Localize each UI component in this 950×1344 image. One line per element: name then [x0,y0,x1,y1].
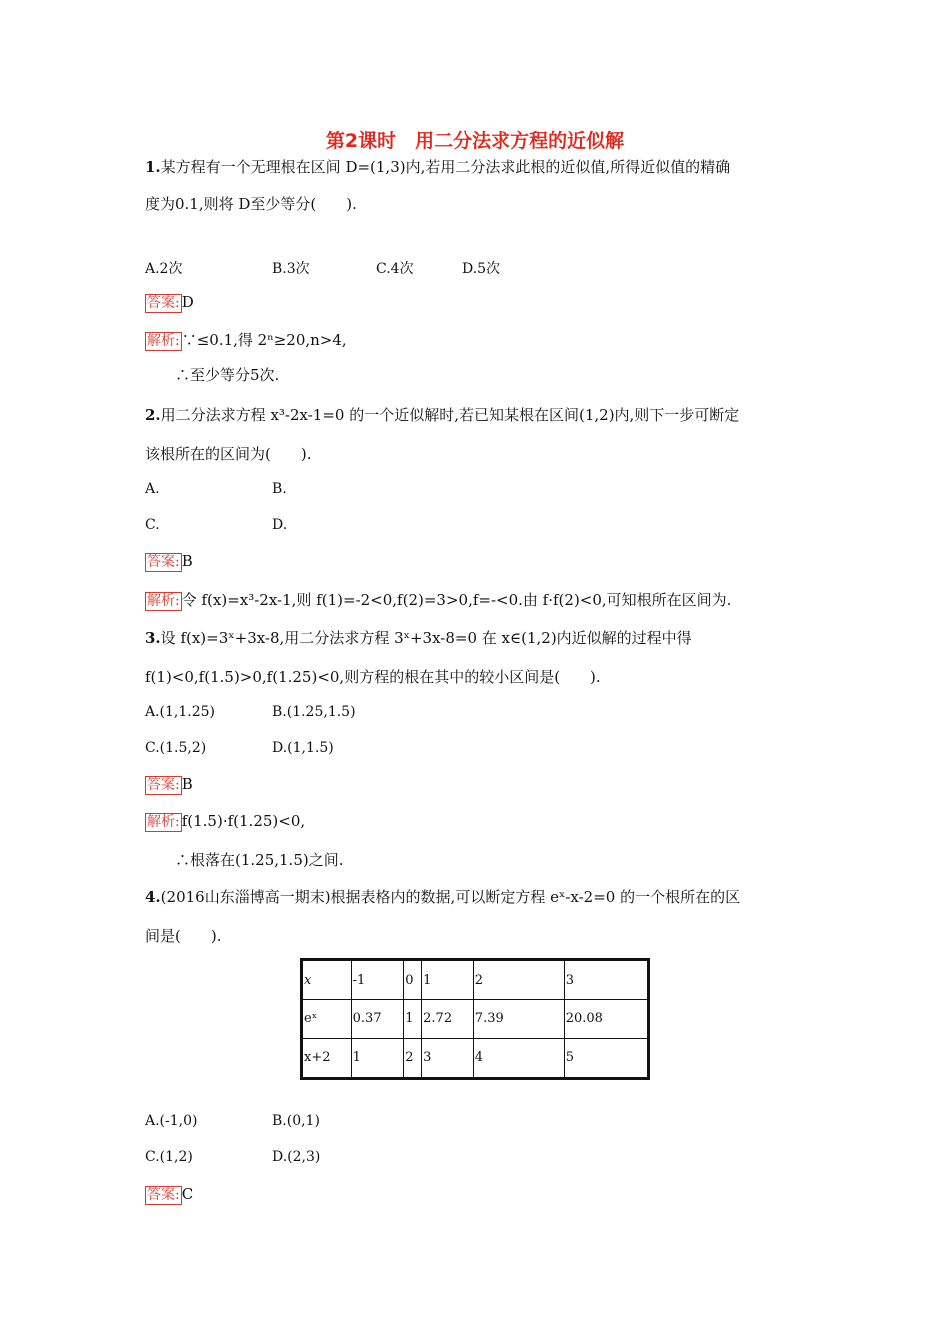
q3-option-d: D.(1,1.5) [272,740,334,756]
question-2-text: 用二分法求方程 x³-2x-1=0 的一个近似解时,若已知某根在区间(1,2)内,则下一步可断定 [160,406,740,424]
question-3-line2: f(1)<0,f(1.5)>0,f(1.25)<0,则方程的根在其中的较小区间是( ). [145,668,601,686]
q3-option-a: A.(1,1.25) [145,704,216,720]
table-cell: -1 [351,960,404,1000]
q4-option-a: A.(-1,0) [145,1113,198,1129]
q3-option-c: C.(1.5,2) [145,740,207,756]
q4-option-b: B.(0,1) [272,1113,320,1129]
table-cell: x+2 [302,1038,352,1078]
table-cell: x [302,960,352,1000]
question-1-line2: 度为0.1,则将 D至少等分( ). [145,195,357,213]
q4-option-d: D.(2,3) [272,1149,321,1165]
table-cell: 1 [422,960,474,1000]
q1-option-a: A.2次 [145,261,183,277]
q1-option-b: B.3次 [272,261,310,277]
answer-tag: 答案: [147,295,180,311]
q2-option-a: A. [145,481,160,497]
table-cell: 2 [404,1038,422,1078]
q3-analysis-line2: ∴根落在(1.25,1.5)之间. [175,851,344,869]
table-cell: 4 [473,1038,564,1078]
question-1-line1 [145,156,730,177]
q4-option-c: C.(1,2) [145,1149,193,1165]
q3-option-b: B.(1.25,1.5) [272,704,356,720]
table-cell: 2.72 [422,1000,474,1038]
question-3-number: 3. [145,629,161,647]
analysis-tag: 解析: [147,333,180,349]
q1-answer [145,293,194,313]
question-1-text: 某方程有一个无理根在区间 D=(1,3)内,若用二分法求此根的近似值,所得近似值的精确 [160,158,731,176]
table-cell: 3 [422,1038,474,1078]
answer-tag: 答案: [147,777,180,793]
q2-analysis-line1: 令 f(x)=x³-2x-1,则 f(1)=-2<0,f(2)=3>0,f=-<0.由 f·f(2)<0,可知根所在区间为. [181,591,732,609]
question-3-text: 设 f(x)=3ˣ+3x-8,用二分法求方程 3ˣ+3x-8=0 在 x∈(1,2)内近似解的过程中得 [160,629,692,647]
q1-analysis-line1: ∵≤0.1,得 2ⁿ≥20,n>4, [181,331,347,349]
question-2-line2: 该根所在的区间为( ). [145,445,312,463]
table-cell: 2 [473,960,564,1000]
table-cell: 3 [564,960,648,1000]
table-cell: 20.08 [564,1000,648,1038]
question-3-line1 [145,627,692,648]
q4-answer [145,1185,193,1205]
question-4-text: (2016山东淄博高一期末)根据表格内的数据,可以断定方程 eˣ-x-2=0 的一个根所在的区 [160,888,741,906]
table-cell: 5 [564,1038,648,1078]
q3-analysis-line1: f(1.5)·f(1.25)<0, [181,812,306,830]
q1-answer-value: D [181,293,194,311]
q2-analysis [145,589,731,611]
table-cell: 0 [404,960,422,1000]
q1-analysis-line2: ∴至少等分5次. [175,366,280,384]
q3-answer-value: B [181,775,193,793]
question-4-line2: 间是( ). [145,927,222,945]
q4-answer-value: C [181,1185,194,1203]
q2-option-d: D. [272,517,288,533]
analysis-tag: 解析: [147,814,180,830]
table-row [302,1038,649,1078]
q2-answer [145,552,193,572]
question-4-number: 4. [145,888,161,906]
q2-option-b: B. [272,481,287,497]
q2-answer-value: B [181,552,193,570]
table-cell: 7.39 [473,1000,564,1038]
table-cell: eˣ [302,1000,352,1038]
table-cell: 0.37 [351,1000,404,1038]
q3-answer [145,775,193,795]
q1-option-d: D.5次 [462,261,501,277]
table-row [302,960,649,1000]
analysis-tag: 解析: [147,593,180,609]
table-cell: 1 [351,1038,404,1078]
table-row [302,1000,649,1038]
question-1-number: 1. [145,158,161,176]
q1-analysis [145,329,347,351]
q2-option-c: C. [145,517,160,533]
data-table [300,958,650,1080]
page-title: 第2课时 用二分法求方程的近似解 [325,130,625,152]
answer-tag: 答案: [147,1187,180,1203]
q3-analysis [145,812,305,832]
question-4-line1 [145,886,740,907]
q1-option-c: C.4次 [376,261,414,277]
table-cell: 1 [404,1000,422,1038]
question-2-number: 2. [145,406,161,424]
question-2-line1 [145,404,739,425]
answer-tag: 答案: [147,554,180,570]
